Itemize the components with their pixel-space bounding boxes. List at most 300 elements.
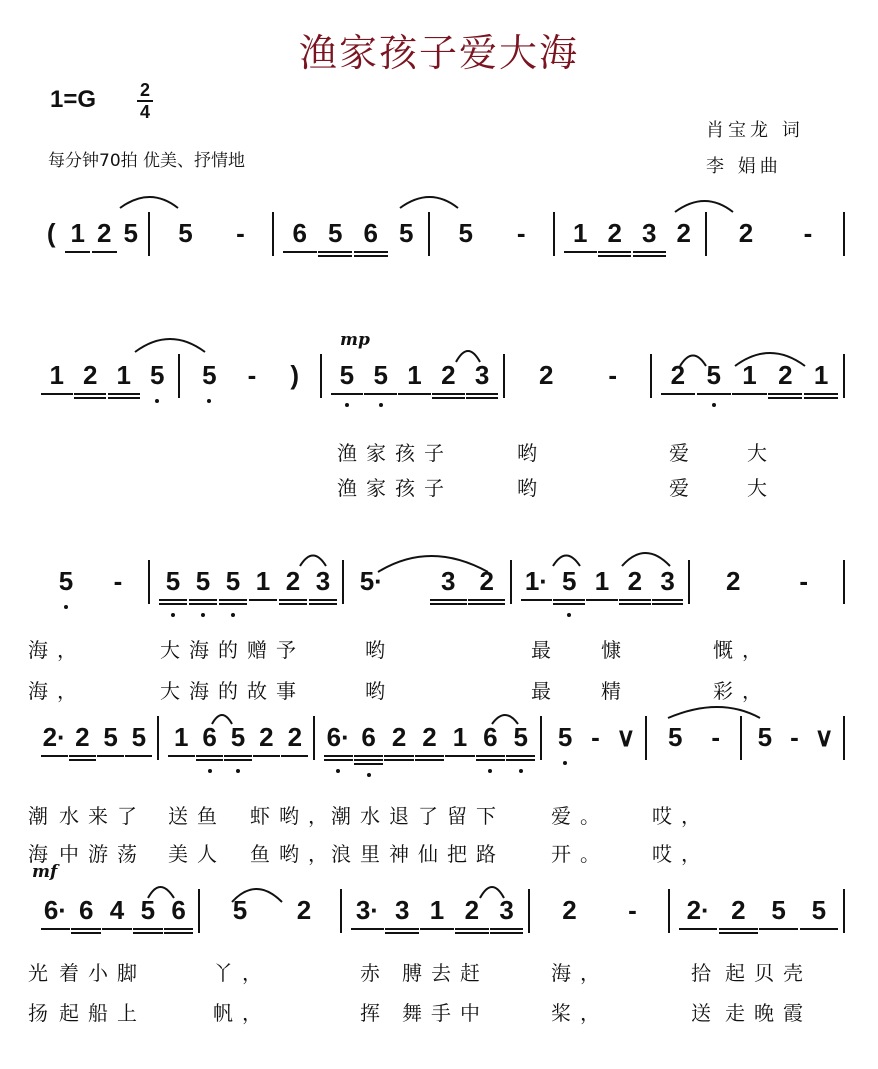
note: 6 [361, 722, 376, 752]
underline [476, 759, 505, 761]
underline [364, 393, 396, 395]
underline [219, 603, 248, 605]
lyric-text: 送鱼 [168, 804, 226, 828]
barline [503, 354, 505, 398]
low-octave-dot [345, 403, 349, 407]
lyric-text: 帆， [213, 1001, 271, 1025]
note: - [113, 566, 123, 596]
lyric-text: 海 [28, 842, 57, 866]
underline [224, 755, 251, 757]
lyric-text: 赤 [360, 961, 389, 985]
underline [74, 397, 106, 399]
barline [198, 889, 200, 933]
note: 1 [255, 566, 271, 596]
note: 3 [499, 895, 514, 925]
tempo-marking: 每分钟70拍 优美、抒情地 [48, 151, 246, 171]
underline [719, 928, 758, 930]
slur [675, 201, 733, 212]
note: 1 [116, 360, 131, 390]
barline [553, 212, 555, 256]
note: 3 [315, 566, 331, 596]
note: - [516, 218, 526, 248]
time-numerator: 2 [139, 80, 150, 100]
underline [652, 599, 683, 601]
note: 5 [195, 566, 211, 596]
note: 6 [292, 218, 307, 248]
note: 2· [686, 895, 710, 925]
underline [564, 251, 597, 253]
time-denominator: 4 [137, 100, 153, 122]
underline [633, 255, 666, 257]
barline [540, 716, 542, 760]
underline [619, 599, 650, 601]
underline [159, 603, 188, 605]
underline [420, 928, 453, 930]
underline [281, 755, 308, 757]
underline [164, 928, 194, 930]
note: 3 [660, 566, 675, 596]
lyric-text: 丫， [213, 961, 271, 985]
barline [510, 560, 512, 604]
barline [688, 560, 690, 604]
note: 5 [339, 360, 355, 390]
note: 5 [811, 895, 827, 925]
note: 2 [627, 566, 643, 596]
note: 5 [58, 566, 74, 596]
slur [378, 556, 488, 572]
underline [398, 393, 430, 395]
note: 5 [150, 360, 165, 390]
note: 3 [394, 895, 410, 925]
underline [430, 603, 467, 605]
note: 1 [173, 722, 189, 752]
underline [598, 255, 631, 257]
lyric-text: 桨， [551, 1001, 609, 1025]
underline [445, 755, 474, 757]
note: 2 [464, 895, 480, 925]
barline [650, 354, 652, 398]
underline [732, 393, 766, 395]
underline [324, 755, 353, 757]
lyric-text: 渔家孩子 [337, 441, 453, 465]
underline [455, 928, 488, 930]
underline [661, 393, 695, 395]
note: 5 [668, 722, 683, 752]
lyric-text: 海， [551, 961, 609, 985]
note: 1 [813, 360, 829, 390]
lyric-text: 着小脚 [59, 961, 146, 985]
slur [120, 197, 178, 208]
note: 5· [359, 566, 383, 596]
underline [466, 393, 498, 395]
note: 6 [483, 722, 498, 752]
note: 1 [573, 218, 588, 248]
barline [148, 560, 150, 604]
lyric-text: 爱 [669, 441, 698, 465]
underline [619, 603, 650, 605]
note: 5 [513, 722, 529, 752]
low-octave-dot [236, 769, 240, 773]
note: 1 [49, 360, 64, 390]
underline [354, 755, 383, 757]
barline [148, 212, 150, 256]
underline [468, 603, 505, 605]
underline [279, 603, 308, 605]
note: 2 [562, 895, 577, 925]
note: 2 [422, 722, 437, 752]
note: 5 [399, 218, 414, 248]
underline [598, 251, 631, 253]
underline [468, 599, 505, 601]
lyric-text: 大海的故事 [160, 679, 305, 703]
underline [253, 755, 280, 757]
note: - [799, 566, 809, 596]
note: 2 [670, 360, 686, 390]
barline [843, 354, 845, 398]
low-octave-dot [171, 613, 175, 617]
note: 2 [97, 218, 112, 248]
barline [705, 212, 707, 256]
dynamic-marking: mp [340, 330, 370, 350]
lyric-text: 哟 [365, 679, 394, 703]
dynamic-marking: mf [32, 862, 58, 882]
low-octave-dot [367, 773, 371, 777]
lyric-text: 送 [691, 1001, 720, 1025]
note: 3 [474, 360, 490, 390]
lyric-text: 开。 [551, 842, 609, 866]
underline [219, 599, 248, 601]
note: 1 [742, 360, 757, 390]
lyric-text: 海， [28, 638, 86, 662]
lyric-text: 大 [747, 476, 776, 500]
underline [354, 255, 388, 257]
underline [168, 755, 195, 757]
note: 5 [230, 722, 246, 752]
underline [71, 932, 101, 934]
lyric-text: 扬 [28, 1001, 57, 1025]
note: 2 [731, 895, 746, 925]
lyric-text: 渔家孩子 [337, 476, 453, 500]
barline [645, 716, 647, 760]
note: 2 [391, 722, 407, 752]
underline [415, 759, 444, 761]
note: 2 [778, 360, 793, 390]
note: 5 [131, 722, 147, 752]
underline [385, 928, 418, 930]
lyric-text: 大 [747, 441, 776, 465]
note: 5 [557, 722, 573, 752]
note: - [790, 722, 799, 752]
note: 2 [259, 722, 274, 752]
lyric-text: 大海的赠予 [160, 638, 305, 662]
key-signature: 1=G [50, 86, 97, 113]
low-octave-dot [201, 613, 205, 617]
barline [528, 889, 530, 933]
underline [697, 393, 731, 395]
underline [108, 397, 140, 399]
note: 2 [75, 722, 90, 752]
note: 2 [441, 360, 456, 390]
lyric-text: 鱼哟， [250, 842, 337, 866]
underline [759, 928, 798, 930]
underline [506, 759, 535, 761]
barline [320, 354, 322, 398]
underline [133, 928, 163, 930]
underline [455, 932, 488, 934]
low-octave-dot [519, 769, 523, 773]
note: 5 [225, 566, 241, 596]
lyric-text: 光 [28, 961, 57, 985]
note: 5 [202, 360, 217, 390]
lyric-text: 哎， [652, 804, 710, 828]
note: ) [290, 360, 299, 390]
underline [97, 755, 124, 757]
lyric-text: 拾 [691, 961, 720, 985]
lyric-text: 水来了 [59, 804, 146, 828]
note: 6 [202, 722, 217, 752]
lyric-text: 哟 [517, 441, 546, 465]
note: 1 [407, 360, 422, 390]
underline [633, 251, 666, 253]
lyric-text: 彩， [713, 679, 771, 703]
lyric-text: 慨， [713, 638, 771, 662]
note: 2 [83, 360, 98, 390]
underline [71, 928, 101, 930]
lyric-text: 潮 [28, 804, 57, 828]
slur [300, 556, 326, 567]
slur [668, 707, 760, 718]
underline [69, 755, 96, 757]
underline [384, 759, 413, 761]
underline [331, 393, 363, 395]
lyric-text: 舞手中 [402, 1001, 489, 1025]
slur [553, 556, 580, 567]
barline [843, 560, 845, 604]
barline [342, 560, 344, 604]
underline [476, 755, 505, 757]
note: 2 [607, 218, 622, 248]
note: 4 [109, 895, 125, 925]
underline [354, 763, 383, 765]
lyric-text: 慷 [601, 638, 630, 662]
barline [843, 212, 845, 256]
underline [324, 759, 353, 761]
barline [843, 889, 845, 933]
underline [490, 928, 523, 930]
lyric-text: 走晚霞 [725, 1001, 812, 1025]
underline [679, 928, 718, 930]
lyric-text: 哟 [365, 638, 394, 662]
underline [415, 755, 444, 757]
note: 3 [642, 218, 657, 248]
note: ( [46, 218, 56, 248]
barline [157, 716, 159, 760]
note: 5 [328, 218, 343, 248]
note: 2 [479, 566, 494, 596]
lyric-text: 最 [531, 679, 560, 703]
lyric-text: 浪里神仙把路 [331, 842, 505, 866]
underline [125, 755, 152, 757]
underline [69, 759, 96, 761]
note: - [247, 360, 257, 390]
lyric-text: 最 [531, 638, 560, 662]
underline [159, 599, 188, 601]
underline [768, 397, 802, 399]
lyric-text: 美人 [168, 842, 226, 866]
low-octave-dot [231, 613, 235, 617]
note: - [711, 722, 721, 752]
note: 5 [757, 722, 773, 752]
underline [430, 599, 467, 601]
note: 2 [296, 895, 312, 925]
underline [804, 397, 838, 399]
note: 1 [429, 895, 445, 925]
underline [283, 251, 317, 253]
underline [41, 393, 73, 395]
note: 5 [178, 218, 193, 248]
note: 3· [355, 895, 379, 925]
note: 1 [70, 218, 85, 248]
underline [102, 928, 132, 930]
underline [189, 599, 218, 601]
note: ∨ [616, 722, 636, 752]
underline [309, 603, 338, 605]
underline [490, 932, 523, 934]
note: 2 [738, 218, 754, 248]
low-octave-dot [208, 769, 212, 773]
underline [354, 759, 383, 761]
underline [74, 393, 106, 395]
underline [432, 393, 464, 395]
underline [189, 603, 218, 605]
slur [622, 553, 670, 566]
note: 5 [458, 218, 473, 248]
note: 3 [441, 566, 456, 596]
underline [466, 397, 498, 399]
lyric-text: 精 [601, 679, 630, 703]
note: 5 [561, 566, 577, 596]
note: - [591, 722, 600, 752]
underline [196, 759, 223, 761]
note: - [628, 895, 637, 925]
underline [309, 599, 338, 601]
underline [768, 393, 802, 395]
underline [385, 932, 418, 934]
underline [553, 603, 584, 605]
underline [279, 599, 308, 601]
barline [428, 212, 430, 256]
slur [135, 339, 205, 352]
lyric-text: 哎， [652, 842, 710, 866]
low-octave-dot [379, 403, 383, 407]
barline [313, 716, 315, 760]
underline [586, 599, 617, 601]
note: 6 [78, 895, 94, 925]
underline [506, 755, 535, 757]
lyric-text: 虾哟， [250, 804, 337, 828]
lyric-text: 爱。 [551, 804, 609, 828]
note: 2 [539, 360, 554, 390]
underline [800, 928, 839, 930]
underline [652, 603, 683, 605]
barline [272, 212, 274, 256]
note: 1 [594, 566, 610, 596]
low-octave-dot [712, 403, 716, 407]
underline [196, 755, 223, 757]
barline [740, 716, 742, 760]
lyric-text: 潮水退了留下 [331, 804, 505, 828]
note: 5 [123, 218, 138, 248]
lyric-text: 挥 [360, 1001, 389, 1025]
lyric-text: 海， [28, 679, 86, 703]
note: 2 [285, 566, 301, 596]
note: ∨ [814, 722, 834, 752]
composer-credit: 李 娟曲 [706, 156, 782, 177]
note: 5 [165, 566, 181, 596]
note: 1 [452, 722, 468, 752]
note: 1· [524, 566, 548, 596]
barline [178, 354, 180, 398]
underline [108, 393, 140, 395]
underline [318, 251, 352, 253]
note: 2· [42, 722, 66, 752]
lyric-text: 中游荡 [59, 842, 146, 866]
lyric-text: 膊去赶 [402, 961, 489, 985]
underline [432, 397, 464, 399]
barline [843, 716, 845, 760]
note: 6 [363, 218, 378, 248]
underline [65, 251, 90, 253]
underline [521, 599, 552, 601]
note: 5 [373, 360, 388, 390]
note: 2 [726, 566, 741, 596]
lyric-text: 哟 [517, 476, 546, 500]
underline [351, 928, 384, 930]
note: - [236, 218, 245, 248]
underline [41, 755, 68, 757]
lyricist-credit: 肖宝龙 词 [706, 120, 804, 141]
underline [384, 755, 413, 757]
note: - [608, 360, 618, 390]
lyric-text: 爱 [669, 476, 698, 500]
note: 6· [43, 895, 67, 925]
low-octave-dot [64, 605, 68, 609]
lyric-text: 起船上 [59, 1001, 146, 1025]
note: 5 [771, 895, 786, 925]
barline [668, 889, 670, 933]
slur [400, 197, 458, 208]
note: 5 [103, 722, 118, 752]
barline [340, 889, 342, 933]
note: 5 [140, 895, 156, 925]
underline [92, 251, 117, 253]
song-title: 渔家孩子爱大海 [298, 31, 579, 75]
note: 6 [171, 895, 186, 925]
note: 5 [232, 895, 248, 925]
underline [249, 599, 278, 601]
note: 5 [706, 360, 721, 390]
underline [318, 255, 352, 257]
underline [41, 928, 71, 930]
underline [133, 932, 163, 934]
underline [719, 932, 758, 934]
underline [354, 251, 388, 253]
underline [164, 932, 194, 934]
note: 6· [326, 722, 350, 752]
note: 2 [287, 722, 303, 752]
underline [224, 759, 251, 761]
lyric-text: 起贝壳 [725, 961, 812, 985]
